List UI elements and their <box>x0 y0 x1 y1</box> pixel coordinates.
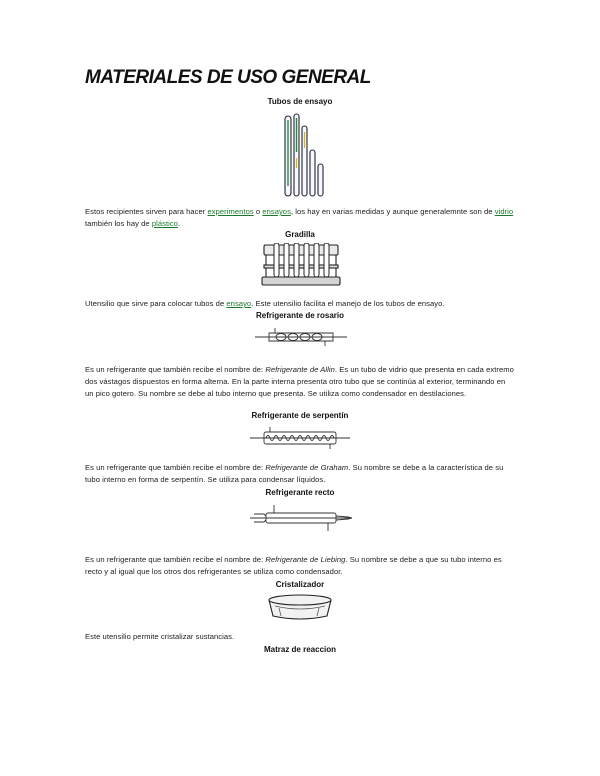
heading-refrigerante-de-serpentin: Refrigerante de serpentín <box>251 411 349 420</box>
paragraph-tubos-de-ensayo <box>85 206 515 230</box>
text-run: . Su nombre se debe a la característica de su tubo interno en forma de serpentín. Se utiliza para condensar líquidos. <box>85 463 504 484</box>
inline-link[interactable]: experimentos <box>207 207 254 216</box>
paragraph-refrigerante-de-serpentin <box>85 462 515 486</box>
italic-text: Refrigerante de Allin <box>265 365 335 374</box>
paragraph-cristalizador <box>85 631 515 643</box>
crystallizer-dish-image <box>265 592 335 622</box>
test-tubes-image <box>275 112 330 200</box>
italic-text: Refrigerante de Graham <box>265 463 349 472</box>
text-run: . <box>177 219 181 228</box>
inline-link[interactable]: vidrio <box>494 207 514 216</box>
inline-link[interactable]: plástico <box>151 219 178 228</box>
heading-tubos-de-ensayo: Tubos de ensayo <box>267 97 333 106</box>
inline-link[interactable]: ensayos <box>262 207 291 216</box>
coil-condenser-image <box>250 426 350 450</box>
italic-text: Refrigerante de Liebing <box>265 555 346 564</box>
test-tube-rack-image <box>260 243 342 289</box>
heading-gradilla: Gradilla <box>285 230 315 239</box>
text-run: Utensilio que sirve para colocar tubos de <box>85 299 227 308</box>
text-run: . Es un tubo de vidrio que presenta en cada extremo dos vástagos dispuestos en forma alterna. En la parte interna presenta otro tubo que se continúa al exterior, terminando en un pico gotero. Su nombre se debe al tubo interno que presenta. Se utiliza como condensador en destilaciones. <box>85 365 514 398</box>
inline-link[interactable]: ensayo <box>226 299 252 308</box>
text-run: Es un refrigerante que también recibe el nombre de: <box>85 555 266 564</box>
heading-refrigerante-de-rosario: Refrigerante de rosario <box>255 311 345 320</box>
text-run: Estos recipientes sirven para hacer <box>85 207 208 216</box>
text-run: Este utensilio permite cristalizar sustancias. <box>85 632 235 641</box>
page-title: MATERIALES DE USO GENERAL <box>85 67 371 88</box>
text-run: Es un refrigerante que también recibe el nombre de: <box>85 463 266 472</box>
text-run: o <box>253 207 263 216</box>
straight-condenser-image <box>250 503 352 533</box>
heading-cristalizador: Cristalizador <box>275 580 325 589</box>
text-run: también los hay de <box>85 219 152 228</box>
bulb-condenser-image <box>255 326 347 348</box>
text-run: . Su nombre se debe a que su tubo interno es recto y al igual que los otros dos refrigerantes se utiliza como condensador. <box>85 555 502 576</box>
paragraph-refrigerante-de-rosario <box>85 364 515 400</box>
text-run: Es un refrigerante que también recibe el nombre de: <box>85 365 266 374</box>
heading-matraz-de-reaccion: Matraz de reaccion <box>263 645 337 654</box>
paragraph-refrigerante-recto <box>85 554 515 578</box>
paragraph-gradilla <box>85 298 515 310</box>
text-run: , los hay en varias medidas y aunque generalemnte son de <box>290 207 495 216</box>
text-run: . Este utensilio facilita el manejo de los tubos de ensayo. <box>251 299 445 308</box>
heading-refrigerante-recto: Refrigerante recto <box>265 488 335 497</box>
